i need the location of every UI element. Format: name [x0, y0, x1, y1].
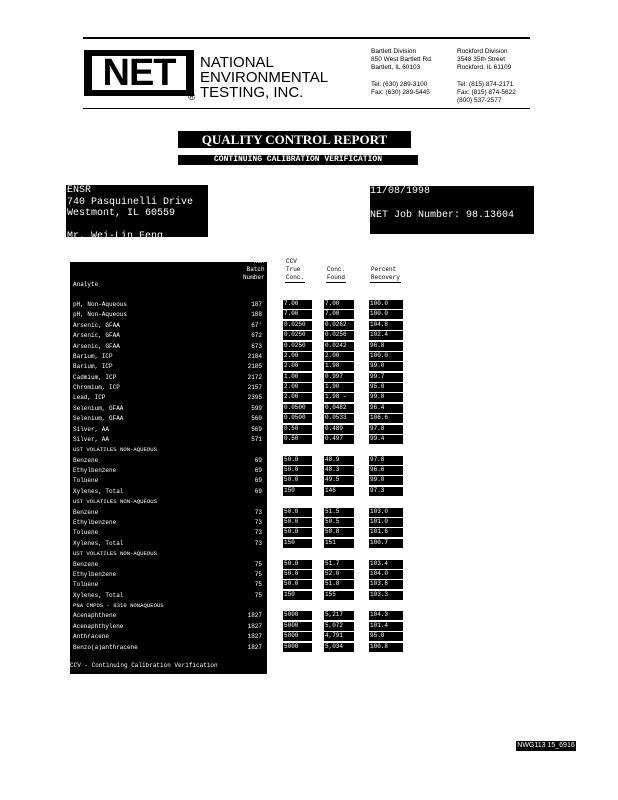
table-row-analyte: UST VOLATILES NON-AQUEOUS: [73, 550, 157, 557]
table-row-batch: 1827: [247, 612, 262, 619]
table-row-recovery: 99.4: [369, 435, 403, 444]
rockford-address-line: (800) 537-2577: [457, 97, 502, 105]
company-name: [200, 55, 328, 100]
table-row-true-conc: 2.00: [283, 352, 312, 361]
logo-text: NET: [92, 56, 186, 90]
table-row-batch: 2185: [247, 363, 262, 370]
table-row-analyte: Selenium, GFAA: [73, 405, 124, 412]
rockford-address-line: 3548 35th Street: [457, 56, 506, 64]
table-row-found-conc: 51.7: [324, 560, 354, 569]
table-row-found-conc: 51.5: [324, 508, 354, 517]
table-row-recovery: 99.0: [369, 362, 403, 371]
table-row-found-conc: 0.497: [324, 435, 354, 444]
table-row-recovery: 104.0: [369, 570, 403, 579]
table-row-analyte: Ethylbenzene: [73, 571, 117, 578]
table-row-batch: 69: [254, 477, 262, 484]
table-row-batch: 75: [254, 581, 262, 588]
job-info-block: [370, 186, 534, 234]
bartlett-address-line: Tel: (630) 289-3100: [371, 80, 428, 88]
company-line: NATIONAL: [200, 54, 274, 71]
table-row-recovery: 104.3: [369, 611, 403, 620]
table-row-batch: 1827: [247, 633, 262, 640]
table-row-analyte: Xylenes, Total: [73, 592, 124, 599]
table-row-analyte: Xylenes, Total: [73, 488, 124, 495]
table-row-batch: 673: [251, 343, 262, 350]
rockford-division-address: [457, 48, 516, 105]
table-row-recovery: 102.4: [369, 331, 403, 340]
table-row-true-conc: 0.0500: [283, 404, 312, 413]
table-row-true-conc: 2.00: [283, 393, 312, 402]
table-row-recovery: 100.0: [369, 352, 403, 361]
table-row-recovery: 101.4: [369, 622, 403, 631]
table-row-analyte: Chromium, ICP: [73, 384, 120, 391]
table-row-true-conc: 50.0: [283, 580, 312, 589]
client-line: [67, 220, 208, 231]
table-row-analyte: pH, Non-Aqueous: [73, 311, 128, 318]
rockford-address-line: Fax: (815) 874-5622: [457, 89, 516, 97]
table-row-found-conc: 50.8: [324, 528, 354, 537]
header-analyte: Analyte: [73, 281, 99, 288]
bartlett-address-line: 850 West Bartlett Rd.: [371, 56, 433, 64]
table-row-true-conc: 0.0500: [283, 414, 312, 423]
table-row-batch: 569: [251, 426, 262, 433]
table-row-analyte: Barium, ICP: [73, 363, 113, 370]
table-row-true-conc: 50.0: [283, 560, 312, 569]
table-row-true-conc: 50.0: [283, 508, 312, 517]
table-row-analyte: Lead, ICP: [73, 394, 106, 401]
table-row-found-conc: 1.98: [324, 362, 354, 371]
table-row-recovery: 100.7: [369, 539, 403, 548]
table-row-found-conc: 7.00: [324, 310, 354, 319]
table-row-true-conc: 7.00: [283, 300, 312, 309]
table-row-batch: 1827: [247, 644, 262, 651]
table-row-analyte: Xylenes, Total: [73, 540, 124, 547]
table-row-true-conc: 2.00: [283, 383, 312, 392]
client-line: Westmont, IL 60559: [67, 208, 176, 219]
table-row-batch: 2184: [247, 353, 262, 360]
table-row-batch: 67': [251, 322, 262, 329]
table-row-recovery: 103.0: [369, 508, 403, 517]
table-row-found-conc: 0.0533: [324, 414, 354, 423]
table-row-batch: 73: [254, 529, 262, 536]
header-rule-top: [83, 37, 530, 39]
table-row-found-conc: 7.00: [324, 300, 354, 309]
table-row-analyte: UST VOLATILES NON-AQUEOUS: [73, 446, 157, 453]
bartlett-division-address: [371, 48, 433, 97]
table-row-true-conc: 50.0: [283, 528, 312, 537]
table-row-analyte: Ethylbenzene: [73, 467, 117, 474]
table-row-true-conc: 0.50: [283, 425, 312, 434]
table-row-analyte: UST VOLATILES NON-AQUEOUS: [73, 498, 157, 505]
table-row-analyte: Silver, AA: [73, 436, 110, 443]
rockford-address-line: Rockford, IL 61109: [457, 64, 512, 72]
table-row-batch: 69: [254, 488, 262, 495]
table-row-found-conc: 52.0: [324, 570, 354, 579]
table-row-true-conc: 50.0: [283, 570, 312, 579]
table-row-found-conc: 51.8: [324, 580, 354, 589]
table-row-recovery: 106.6: [369, 414, 403, 423]
job-number: NET Job Number: 98.13604: [370, 210, 515, 221]
table-row-batch: 187: [251, 301, 262, 308]
table-row-recovery: 100.8: [369, 643, 403, 652]
header-found-conc: Conc. Found: [327, 266, 346, 281]
table-row-recovery: 100.0: [369, 300, 403, 309]
table-row-true-conc: 1.00: [283, 373, 312, 382]
table-row-batch: 2172: [247, 374, 262, 381]
header-recovery: Percent Recovery: [371, 266, 400, 281]
table-row-recovery: 103.6: [369, 580, 403, 589]
footnote: CCV - Continuing Calibration Verification: [70, 662, 218, 669]
table-row-batch: 73: [254, 519, 262, 526]
table-row-analyte: Arsenic, GFAA: [73, 322, 120, 329]
table-row-analyte: Acenaphthylene: [73, 623, 124, 630]
table-row-found-conc: 50.5: [324, 518, 354, 527]
table-row-true-conc: 150: [283, 539, 312, 548]
table-row-batch: 69: [254, 467, 262, 474]
client-address-block: [66, 185, 208, 242]
table-row-true-conc: 2.00: [283, 362, 312, 371]
table-row-batch: 75: [254, 571, 262, 578]
table-row-true-conc: 5000: [283, 611, 312, 620]
table-row-true-conc: 150: [283, 487, 312, 496]
header-batch: Run Batch Number: [243, 258, 265, 281]
table-row-batch: 672: [251, 332, 262, 339]
table-row-recovery: 101.0: [369, 518, 403, 527]
client-line: ENSR: [67, 185, 92, 196]
report-date: 11/08/1998: [370, 186, 431, 197]
table-row-analyte: PNA CMPDS - 8310 NONAQUEOUS: [73, 602, 164, 609]
table-row-analyte: Acenaphthene: [73, 612, 117, 619]
table-row-true-conc: 5000: [283, 632, 312, 641]
company-line: TESTING, INC.: [200, 84, 304, 101]
registered-mark: ®: [188, 92, 196, 103]
table-row-batch: 75: [254, 592, 262, 599]
table-row-true-conc: 50.0: [283, 466, 312, 475]
table-row-recovery: 99.0: [369, 393, 403, 402]
table-row-analyte: Anthracene: [73, 633, 110, 640]
table-row-analyte: Selenium, GFAA: [73, 415, 124, 422]
table-row-recovery: 100.0: [369, 310, 403, 319]
table-row-true-conc: 0.0250: [283, 342, 312, 351]
document-id-stamp: NWG113 15_6916: [517, 742, 575, 749]
table-row-analyte: Toluene: [73, 581, 99, 588]
header-true-conc: CCV True Conc.: [286, 258, 305, 281]
table-row-recovery: 104.8: [369, 321, 403, 330]
rockford-address-line: Tel: (815) 874-2171: [457, 80, 514, 88]
table-row-found-conc: 5,217: [324, 611, 354, 620]
table-row-analyte: Toluene: [73, 477, 99, 484]
table-row-found-conc: 0.489: [324, 425, 354, 434]
table-row-found-conc: 155: [324, 591, 354, 600]
table-row-true-conc: 0.50: [283, 435, 312, 444]
table-row-batch: 560: [251, 415, 262, 422]
table-row-found-conc: 5,034: [324, 643, 354, 652]
table-row-analyte: Benzo(a)anthracene: [73, 644, 138, 651]
table-row-batch: 69: [254, 457, 262, 464]
table-row-batch: 1827: [247, 623, 262, 630]
bartlett-address-line: [371, 73, 433, 81]
table-row-recovery: 99.0: [369, 476, 403, 485]
table-row-batch: 599: [251, 405, 262, 412]
table-row-true-conc: 50.0: [283, 476, 312, 485]
header-rule-bottom: [83, 108, 530, 109]
table-row-found-conc: 5,072: [324, 622, 354, 631]
table-row-batch: 73: [254, 509, 262, 516]
table-row-recovery: 96.6: [369, 466, 403, 475]
bartlett-address-line: Fax: (630) 289-5445: [371, 89, 430, 97]
table-row-recovery: 101.6: [369, 528, 403, 537]
table-row-true-conc: 50.0: [283, 456, 312, 465]
table-row-found-conc: 4,791: [324, 632, 354, 641]
table-row-batch: 2395: [247, 394, 262, 401]
table-row-analyte: Silver, AA: [73, 426, 110, 433]
table-row-recovery: 95.0: [369, 383, 403, 392]
table-row-analyte: Benzene: [73, 509, 99, 516]
table-row-recovery: 96.4: [369, 404, 403, 413]
table-row-found-conc: 0.997: [324, 373, 354, 382]
table-row-true-conc: 0.0250: [283, 321, 312, 330]
table-row-found-conc: 0.0482: [324, 404, 354, 413]
table-row-recovery: 97.8: [369, 456, 403, 465]
table-row-recovery: 95.8: [369, 632, 403, 641]
table-row-analyte: pH, Non-Aqueous: [73, 301, 128, 308]
bartlett-address-line: Bartlett Division: [371, 48, 417, 55]
table-row-true-conc: 50.0: [283, 518, 312, 527]
table-row-found-conc: 2.00: [324, 352, 354, 361]
table-row-analyte: Benzene: [73, 561, 99, 568]
table-row-true-conc: 5000: [283, 643, 312, 652]
table-row-recovery: 103.4: [369, 560, 403, 569]
table-row-analyte: Arsenic, GFAA: [73, 332, 120, 339]
table-row-analyte: Arsenic, GFAA: [73, 343, 120, 350]
client-contact: Mr. Wei-Lin Feng: [67, 230, 164, 242]
rockford-address-line: Rockford Division: [457, 48, 508, 55]
table-row-batch: 75: [254, 561, 262, 568]
table-row-found-conc: 0.0256: [324, 331, 354, 340]
table-row-recovery: 97.3: [369, 487, 403, 496]
table-row-found-conc: 1.98 -: [324, 393, 354, 402]
table-row-found-conc: 0.0262: [324, 321, 354, 330]
table-row-found-conc: 1.90: [324, 383, 354, 392]
table-row-recovery: 97.8: [369, 425, 403, 434]
report-title: QUALITY CONTROL REPORT: [178, 131, 411, 148]
table-row-analyte: Toluene: [73, 529, 99, 536]
table-row-found-conc: 146: [324, 487, 354, 496]
table-row-analyte: Barium, ICP: [73, 353, 113, 360]
table-row-recovery: 99.7: [369, 373, 403, 382]
table-row-true-conc: 5000: [283, 622, 312, 631]
table-row-analyte: Ethylbenzene: [73, 519, 117, 526]
table-row-true-conc: 150: [283, 591, 312, 600]
table-row-true-conc: 7.00: [283, 310, 312, 319]
table-row-analyte: Cadmium, ICP: [73, 374, 117, 381]
bartlett-address-line: Bartlett, IL 60103: [371, 64, 421, 72]
report-subtitle: CONTINUING CALIBRATION VERIFICATION: [178, 155, 418, 165]
table-row-batch: 73: [254, 540, 262, 547]
table-row-batch: 188: [251, 311, 262, 318]
client-line: 740 Pasquinelli Drive: [67, 196, 194, 208]
table-row-true-conc: 0.0250: [283, 331, 312, 340]
table-row-found-conc: 0.0242: [324, 342, 354, 351]
table-row-recovery: 96.8: [369, 342, 403, 351]
company-line: ENVIRONMENTAL: [200, 69, 329, 86]
table-row-analyte: Benzene: [73, 457, 99, 464]
table-row-found-conc: 151: [324, 539, 354, 548]
table-row-found-conc: 48.3: [324, 466, 354, 475]
table-row-batch: 2157: [247, 384, 262, 391]
table-row-batch: 571: [251, 436, 262, 443]
table-row-found-conc: 49.5: [324, 476, 354, 485]
table-row-recovery: 103.3: [369, 591, 403, 600]
table-row-found-conc: 48.9: [324, 456, 354, 465]
rockford-address-line: [457, 73, 516, 81]
